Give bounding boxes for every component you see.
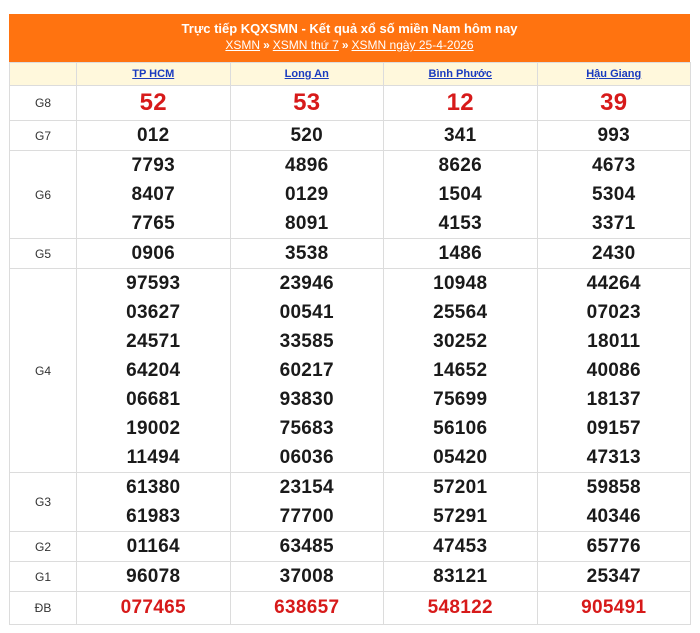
prize-number: 23154: [279, 477, 334, 498]
prize-cell: [230, 269, 384, 473]
breadcrumb-separator: »: [263, 38, 270, 52]
prize-number: 14652: [433, 360, 488, 381]
prize-number: 06681: [126, 389, 181, 410]
prize-number: 19002: [126, 418, 181, 439]
prize-cell: [77, 269, 231, 473]
prize-number: 25564: [433, 302, 488, 323]
prize-number: 4673: [592, 155, 636, 176]
page-title: Trực tiếp KQXSMN - Kết quả xổ số miền Nam hôm nay: [181, 21, 518, 36]
prize-cell: [230, 473, 384, 532]
prize-number: 40346: [586, 506, 641, 527]
prize-cell: [537, 121, 691, 151]
breadcrumb-link-xsmn-thu-7[interactable]: XSMN thứ 7: [272, 38, 339, 52]
prize-cell: [230, 532, 384, 562]
prize-number: 97593: [126, 273, 181, 294]
prize-cell: [537, 86, 691, 121]
breadcrumb-link-xsmn[interactable]: XSMN: [225, 38, 261, 52]
prize-number: 75699: [433, 389, 488, 410]
prize-cell: [384, 239, 538, 269]
prize-number: 75683: [279, 418, 334, 439]
prize-number: 47453: [433, 536, 488, 557]
prize-cell: [537, 532, 691, 562]
prize-cell: [384, 151, 538, 239]
prize-number: 077465: [120, 597, 186, 618]
prize-cell: [384, 86, 538, 121]
prize-row-g3: [10, 473, 691, 532]
prize-number: 61380: [126, 477, 181, 498]
prize-cell: [230, 592, 384, 625]
breadcrumb-separator: »: [341, 38, 349, 52]
prize-number: 7793: [131, 155, 175, 176]
prize-row-g5: [10, 239, 691, 269]
breadcrumb: [9, 37, 690, 53]
prize-number: 25347: [586, 566, 641, 587]
prize-number: 57201: [433, 477, 488, 498]
breadcrumb-link-xsmn-date[interactable]: XSMN ngày 25-4-2026: [351, 38, 474, 52]
prize-cell: [537, 473, 691, 532]
prize-label: G6: [10, 151, 77, 239]
prize-row-g8: [10, 86, 691, 121]
prize-label: G4: [10, 269, 77, 473]
prize-number: 03627: [126, 302, 181, 323]
prize-number: 39: [600, 89, 628, 116]
prize-row-db: [10, 592, 691, 625]
province-header-row: [10, 63, 691, 86]
results-table: [9, 62, 691, 625]
prize-number: 05420: [433, 447, 488, 468]
prize-label: G1: [10, 562, 77, 592]
prize-number: 1504: [438, 184, 482, 205]
prize-cell: [77, 151, 231, 239]
prize-row-g1: [10, 562, 691, 592]
prize-number: 905491: [581, 597, 647, 618]
prize-number: 96078: [126, 566, 181, 587]
prize-cell: [384, 562, 538, 592]
province-header-binh-phuoc: [384, 63, 538, 86]
prize-number: 7765: [131, 213, 175, 234]
prize-number: 18137: [586, 389, 641, 410]
prize-number: 09157: [586, 418, 641, 439]
prize-number: 548122: [427, 597, 493, 618]
prize-number: 10948: [433, 273, 488, 294]
prize-number: 59858: [586, 477, 641, 498]
results-header: [9, 14, 690, 62]
province-link-long-an[interactable]: Long An: [284, 68, 329, 80]
prize-number: 53: [293, 89, 321, 116]
prize-cell: [537, 151, 691, 239]
prize-number: 44264: [586, 273, 641, 294]
province-header-hau-giang: [537, 63, 691, 86]
results-body: [10, 86, 691, 625]
prize-cell: [230, 562, 384, 592]
prize-cell: [77, 592, 231, 625]
prize-cell: [384, 532, 538, 562]
prize-cell: [230, 121, 384, 151]
prize-cell: [384, 592, 538, 625]
prize-number: 1486: [438, 243, 482, 264]
prize-row-g2: [10, 532, 691, 562]
prize-number: 24571: [126, 331, 181, 352]
prize-cell: [77, 239, 231, 269]
prize-number: 56106: [433, 418, 488, 439]
prize-number: 64204: [126, 360, 181, 381]
prize-number: 57291: [433, 506, 488, 527]
prize-number: 5304: [592, 184, 636, 205]
province-link-tp-hcm[interactable]: TP HCM: [132, 68, 175, 80]
prize-number: 11494: [126, 447, 180, 468]
prize-number: 63485: [279, 536, 334, 557]
prize-number: 341: [443, 125, 477, 146]
prize-cell: [384, 269, 538, 473]
province-header-long-an: [230, 63, 384, 86]
prize-number: 4153: [438, 213, 482, 234]
prize-number: 3371: [592, 213, 636, 234]
prize-number: 993: [597, 125, 631, 146]
prize-cell: [230, 86, 384, 121]
prize-number: 83121: [433, 566, 488, 587]
prize-number: 012: [136, 125, 170, 146]
prize-number: 8407: [131, 184, 175, 205]
prize-cell: [537, 239, 691, 269]
prize-cell: [384, 473, 538, 532]
prize-label: G2: [10, 532, 77, 562]
prize-row-g7: [10, 121, 691, 151]
prize-number: 3538: [285, 243, 329, 264]
prize-number: 06036: [279, 447, 334, 468]
province-header-tp-hcm: [77, 63, 231, 86]
prize-number: 77700: [279, 506, 334, 527]
prize-label: ĐB: [10, 592, 77, 625]
prize-number: 40086: [586, 360, 641, 381]
province-link-hau-giang[interactable]: Hậu Giang: [586, 68, 642, 80]
prize-number: 638657: [274, 597, 340, 618]
prize-number: 18011: [587, 331, 641, 352]
results-panel: [9, 14, 690, 625]
prize-number: 8091: [285, 213, 329, 234]
prize-number: 0129: [285, 184, 329, 205]
prize-number: 33585: [279, 331, 334, 352]
prize-number: 8626: [438, 155, 482, 176]
prize-cell: [77, 473, 231, 532]
prize-number: 93830: [279, 389, 334, 410]
prize-number: 65776: [586, 536, 641, 557]
prize-label: G3: [10, 473, 77, 532]
prize-number: 0906: [131, 243, 175, 264]
prize-cell: [230, 151, 384, 239]
prize-number: 4896: [285, 155, 329, 176]
prize-cell: [230, 239, 384, 269]
prize-number: 23946: [279, 273, 334, 294]
prize-cell: [537, 592, 691, 625]
prize-number: 12: [446, 89, 474, 116]
prize-number: 60217: [279, 360, 334, 381]
prize-number: 37008: [279, 566, 334, 587]
prize-cell: [537, 562, 691, 592]
prize-label: G7: [10, 121, 77, 151]
prize-row-g4: [10, 269, 691, 473]
prize-cell: [77, 121, 231, 151]
prize-number: 2430: [592, 243, 636, 264]
prize-cell: [77, 562, 231, 592]
prize-number: 52: [139, 89, 167, 116]
prize-cell: [384, 121, 538, 151]
prize-row-g6: [10, 151, 691, 239]
prize-cell: [77, 532, 231, 562]
prize-label: G8: [10, 86, 77, 121]
prize-cell: [77, 86, 231, 121]
prize-number: 520: [290, 125, 324, 146]
prize-number: 30252: [433, 331, 488, 352]
prize-number: 61983: [126, 506, 181, 527]
prize-label: G5: [10, 239, 77, 269]
prize-number: 01164: [126, 536, 180, 557]
prize-column-header: [10, 63, 77, 86]
prize-number: 47313: [586, 447, 641, 468]
prize-cell: [537, 269, 691, 473]
prize-number: 00541: [279, 302, 334, 323]
prize-number: 07023: [586, 302, 641, 323]
province-link-binh-phuoc[interactable]: Bình Phước: [428, 68, 492, 80]
